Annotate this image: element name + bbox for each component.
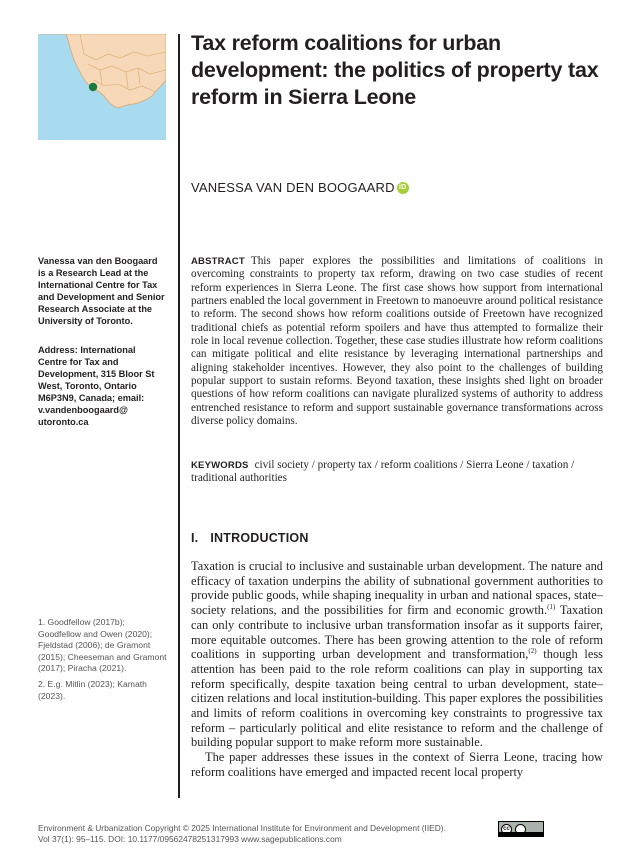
section-title: INTRODUCTION [210, 531, 309, 545]
article-title: Tax reform coalitions for urban development: the politics of property tax reform in Sierra Leone [191, 31, 599, 109]
paragraph: The paper addresses these issues in the context of Sierra Leone, tracing how reform coalitions have emerged and impacted recent local property [191, 750, 603, 779]
section-heading [191, 531, 309, 545]
location-map [38, 34, 166, 140]
paragraph-text: though less attention has been paid to the role reform coalitions can play in supporting tax reform specifically, despite taxation being central to urban development, state–citizen relations and local institution-building. This paper explores the possibilities and limits of reform coalitions in overcoming key constraints to progressive tax reform – particularly political and elite resistance to reform and the challenge of building popular support to make reform more sustainable. [191, 647, 603, 750]
sierra-leone-marker [89, 83, 97, 91]
keywords-text: civil society / property tax / reform coalitions / Sierra Leone / taxation / traditional authorities [191, 459, 575, 485]
body-text [191, 559, 603, 780]
paragraph-text: Taxation is crucial to inclusive and sustainable urban development. The nature and efficacy of taxation underpins the ability of subnational government authorities to provide public goods, while shaping inequality in urban and national spaces, state–society relations, and the possibilities for firm and economic growth. [191, 559, 603, 618]
cc-license-badge[interactable] [498, 821, 544, 837]
vertical-rule [178, 34, 180, 798]
footnotes [38, 617, 170, 706]
footnote-ref[interactable]: (2) [528, 647, 537, 656]
footer-copyright: Environment & Urbanization Copyright © 2025 International Institute for Environment and Development (IIED). [38, 823, 446, 833]
africa-map-icon [38, 34, 166, 140]
abstract-label: ABSTRACT [191, 256, 245, 267]
abstract-text: This paper explores the possibilities and limitations of coalitions in overcoming constraints to property tax reform, drawing on two case studies of recent reform experiences in Sierra Leone. The first case shows how support from international partners enabled the local government in Freetown to manoeuvre around political resistance to reform. The second shows how reform coalitions outside of Freetown have recognized traditional chiefs as potential reform spoilers and have thus attempted to formalize their role in local revenue collection. Together, these case studies illustrate how reform coalitions can mitigate political and elite resistance by leveraging international partnerships and aligning stakeholder incentives. However, they also point to the challenges of building popular support to sustain reforms. Beyond taxation, these insights shed light on broader questions of how reform coalitions can navigate pluralized systems of authority to address entrenched resistance to reform and support sustainable governance transformations across diverse policy domains. [191, 255, 603, 428]
keywords-label: KEYWORDS [191, 460, 249, 471]
keywords [191, 459, 603, 486]
paragraph [191, 559, 603, 750]
footnote-ref[interactable]: (1) [547, 602, 556, 611]
author-name: VANESSA VAN DEN BOOGAARD [191, 180, 395, 195]
author-address: Address: International Centre for Tax and Development, 315 Bloor St West, Toronto, Ontario M6P3N9, Canada; email: v.vandenboogaard@ utoronto.ca [38, 345, 155, 427]
section-number: I. [191, 531, 199, 545]
footnote: 1. Goodfellow (2017b); Goodfellow and Owen (2020); Fjeldstad (2006); de Gramont (2015); Cheeseman and Gramont (2017); Piracha (2021). [38, 617, 167, 674]
orcid-icon[interactable]: iD [397, 182, 409, 194]
footer-citation: Vol 37(1): 95–115. DOI: 10.1177/09562478251317993 www.sagepublications.com [38, 834, 342, 845]
journal-footer [38, 823, 508, 846]
footnote: 2. E.g. Mitlin (2023); Kamath (2023). [38, 678, 147, 701]
license-bar [499, 832, 543, 837]
abstract [191, 255, 603, 428]
author-bio: Vanessa van den Boogaard is a Research Lead at the International Centre for Tax and Development and Senior Research Associate at the University of Toronto. [38, 256, 165, 326]
cc-icon: cc [501, 824, 512, 835]
author-line [191, 180, 409, 195]
paragraph-text: Taxation can only contribute to inclusive urban transformation insofar as it supports fairer, more equitable outcomes. There has been growing attention to the role of reform coalitions in supporting urban development and transformation, [191, 603, 604, 662]
